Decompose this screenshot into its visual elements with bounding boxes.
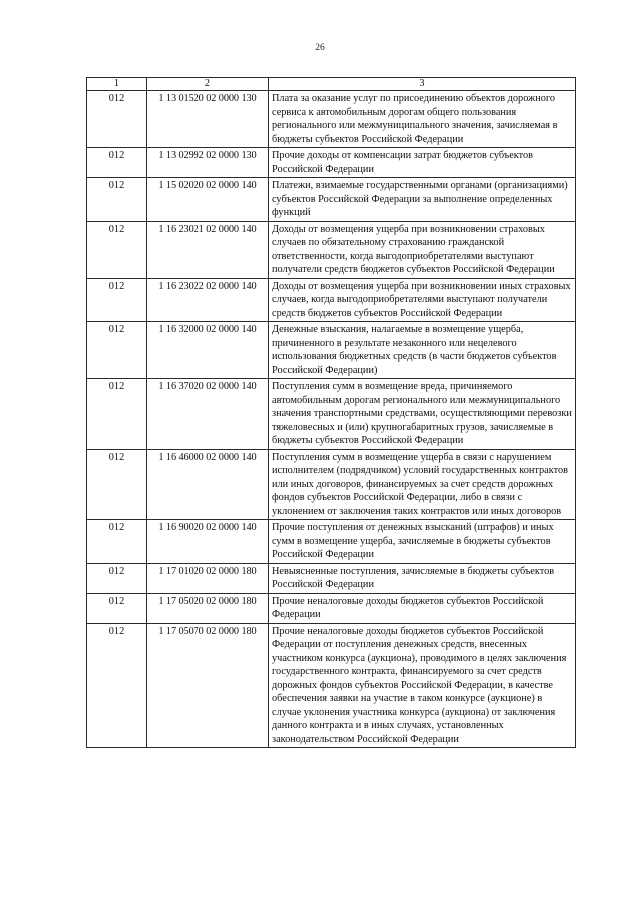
budget-code-cell: 1 17 01020 02 0000 180 (147, 563, 269, 593)
admin-code-cell: 012 (87, 221, 147, 278)
header-col-3: 3 (269, 78, 576, 91)
admin-code-cell: 012 (87, 623, 147, 748)
admin-code-cell: 012 (87, 520, 147, 564)
revenue-name-cell: Денежные взыскания, налагаемые в возмещение ущерба, причиненного в результате незаконного или нецелевого использования бюджетных средств (в части бюджетов субъектов Российской Федерации) (269, 322, 576, 379)
revenue-codes-table (86, 77, 576, 748)
admin-code-cell: 012 (87, 178, 147, 222)
table-row (87, 593, 576, 623)
table-header (87, 78, 576, 91)
header-row (87, 78, 576, 91)
admin-code-cell: 012 (87, 322, 147, 379)
table-body (87, 91, 576, 748)
revenue-name-cell: Поступления сумм в возмещение ущерба в связи с нарушением исполнителем (подрядчиком) условий государственных контрактов или иных договоров, финансируемых за счет средств дорожных фондов субъектов Российской Федерации, либо в связи с уклонением от заключения таких контрактов или иных договоров (269, 449, 576, 520)
table-row (87, 148, 576, 178)
revenue-name-cell: Платежи, взимаемые государственными органами (организациями) субъектов Российской Федерации за выполнение определенных функций (269, 178, 576, 222)
admin-code-cell: 012 (87, 148, 147, 178)
header-col-1: 1 (87, 78, 147, 91)
budget-code-cell: 1 13 02992 02 0000 130 (147, 148, 269, 178)
budget-code-cell: 1 15 02020 02 0000 140 (147, 178, 269, 222)
admin-code-cell: 012 (87, 278, 147, 322)
table-row (87, 322, 576, 379)
table-row (87, 278, 576, 322)
budget-code-cell: 1 16 23021 02 0000 140 (147, 221, 269, 278)
table-row (87, 623, 576, 748)
table-row (87, 178, 576, 222)
table-row (87, 221, 576, 278)
budget-code-cell: 1 17 05020 02 0000 180 (147, 593, 269, 623)
admin-code-cell: 012 (87, 449, 147, 520)
revenue-name-cell: Прочие поступления от денежных взысканий (штрафов) и иных сумм в возмещение ущерба, зачисляемые в бюджеты субъектов Российской Федерации (269, 520, 576, 564)
table-row (87, 91, 576, 148)
table-row (87, 520, 576, 564)
table-row (87, 449, 576, 520)
budget-code-cell: 1 16 37020 02 0000 140 (147, 379, 269, 450)
admin-code-cell: 012 (87, 593, 147, 623)
budget-code-cell: 1 16 46000 02 0000 140 (147, 449, 269, 520)
budget-code-cell: 1 16 90020 02 0000 140 (147, 520, 269, 564)
revenue-name-cell: Доходы от возмещения ущерба при возникновении иных страховых случаев, когда выгодоприобретателями выступают получатели средств бюджетов субъектов Российской Федерации (269, 278, 576, 322)
budget-code-cell: 1 17 05070 02 0000 180 (147, 623, 269, 748)
table-row (87, 379, 576, 450)
table-row (87, 563, 576, 593)
revenue-name-cell: Прочие неналоговые доходы бюджетов субъектов Российской Федерации от поступления денежных средств, внесенных участником конкурса (аукциона), проводимого в целях заключения государственного контракта, финансируемого за счет средств дорожных фондов субъектов Российской Федерации, в качестве обеспечения заявки на участие в таком конкурсе (аукционе) в случае уклонения участника конкурса (аукциона) от заключения данного контракта и в иных случаях, установленных законодательством Российской Федерации (269, 623, 576, 748)
admin-code-cell: 012 (87, 563, 147, 593)
revenue-name-cell: Поступления сумм в возмещение вреда, причиняемого автомобильным дорогам регионального или межмуниципального значения транспортными средствами, осуществляющими перевозки тяжеловесных и (или) крупногабаритных грузов, зачисляемые в бюджеты субъектов Российской Федерации (269, 379, 576, 450)
admin-code-cell: 012 (87, 91, 147, 148)
revenue-name-cell: Доходы от возмещения ущерба при возникновении страховых случаев по обязательному страхованию гражданской ответственности, когда выгодоприобретателями выступают получатели средств бюджетов субъектов Российской Федерации (269, 221, 576, 278)
header-col-2: 2 (147, 78, 269, 91)
revenue-name-cell: Плата за оказание услуг по присоединению объектов дорожного сервиса к автомобильным дорогам общего пользования регионального или межмуниципального значения, зачисляемая в бюджеты субъектов Российской Федерации (269, 91, 576, 148)
revenue-name-cell: Прочие неналоговые доходы бюджетов субъектов Российской Федерации (269, 593, 576, 623)
budget-code-cell: 1 16 23022 02 0000 140 (147, 278, 269, 322)
budget-code-cell: 1 16 32000 02 0000 140 (147, 322, 269, 379)
budget-code-cell: 1 13 01520 02 0000 130 (147, 91, 269, 148)
page-number: 26 (315, 43, 325, 53)
revenue-name-cell: Прочие доходы от компенсации затрат бюджетов субъектов Российской Федерации (269, 148, 576, 178)
admin-code-cell: 012 (87, 379, 147, 450)
revenue-name-cell: Невыясненные поступления, зачисляемые в бюджеты субъектов Российской Федерации (269, 563, 576, 593)
